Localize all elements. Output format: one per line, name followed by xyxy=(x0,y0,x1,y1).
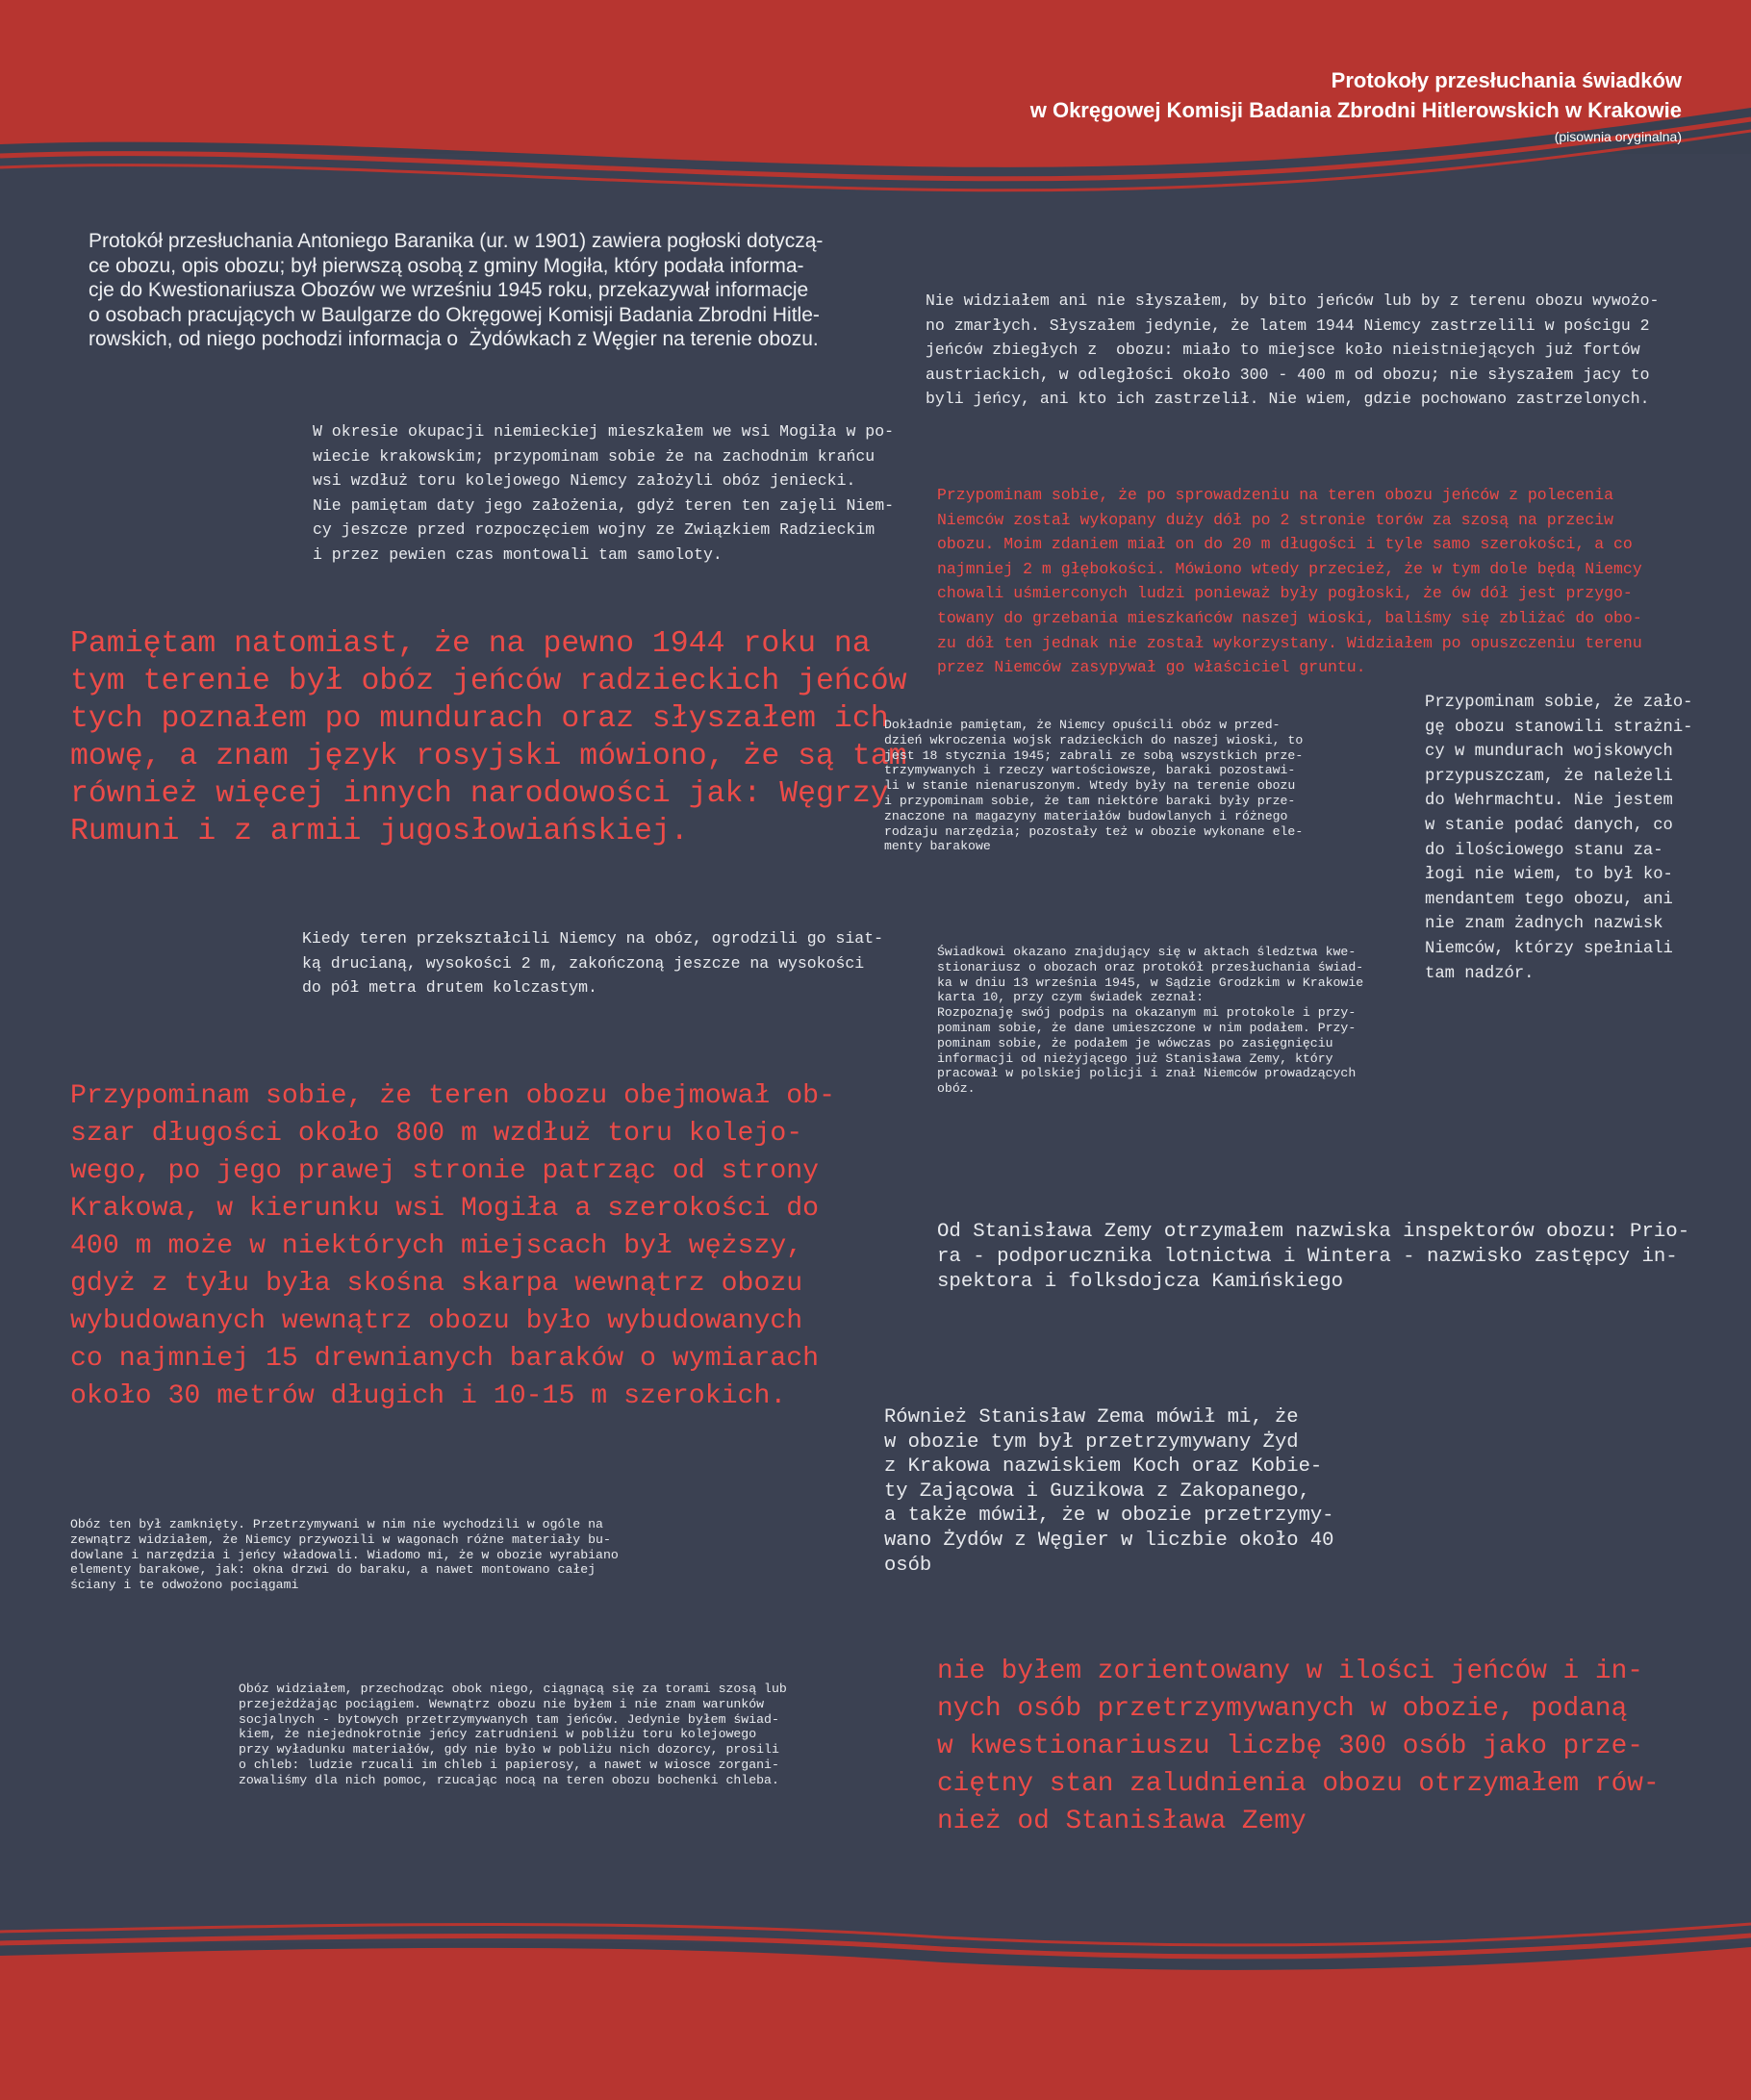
bottom-banner xyxy=(0,1947,1751,2100)
testimony-soviet-pows: Pamiętam natomiast, że na pewno 1944 roku na tym terenie był obóz jeńców radzieckich jeńców tych poznałem po mundurach oraz słyszałem ich mowę, a znam język rosyjski mówiono, że są tam również więcej innych narodowości jak: Węgrzy Rumuni i z armii jugosłowiańskiej. xyxy=(70,627,907,848)
testimony-bread: Obóz widziałem, przechodząc obok niego, ciągnącą się za torami szosą lub przejeżdżając pociągiem. Wewnątrz obozu nie byłem i nie znam warunków socjalnych - bytowych przetrzymywanych tam jeńców. Jedynie byłem świad- kiem, że niejednokrotnie jeńcy zatrudnieni w pobliżu toru kolejowego przy wyładunku materiałów, gdy nie było w pobliżu nich dozorcy, prosili o chleb: ludzie rzucali im chleb i papierosy, a nawet w wiosce zorgani- zowaliśmy dla nich pomoc, rzucając nocą na teren obozu bochenki chleba. xyxy=(239,1682,787,1787)
testimony-occupation: W okresie okupacji niemieckiej mieszkałem we wsi Mogiła w po- wiecie krakowskim; przypominam sobie że na zachodnim krańcu wsi wzdłuż toru kolejowego Niemcy założyli obóz jeniecki. Nie pamiętam daty jego założenia, gdyż teren ten zajęli Niem- cy jeszcze przed rozpoczęciem wojny ze Związkiem Radzieckim i przez pewien czas montowali tam samoloty. xyxy=(313,422,894,564)
header-title-line-2: w Okręgowej Komisji Badania Zbrodni Hitlerowskich w Krakowie xyxy=(1029,98,1682,122)
testimony-no-beatings: Nie widziałem ani nie słyszałem, by bito jeńców lub by z terenu obozu wywożo- no zmarłych. Słyszałem jedynie, że latem 1944 Niemcy zastrzelili w pościgu 2 jeńców zbiegłych z obozu: miało to miejsce koło nieistniejących już fortów austriackich, w odległości około 300 - 400 m od obozu; nie słyszałem jacy to byli jeńcy, ani kto ich zastrzelił. Nie wiem, gdzie pochowano zastrzelonych. xyxy=(926,291,1660,409)
header xyxy=(1030,65,1682,144)
testimony-evacuation: Dokładnie pamiętam, że Niemcy opuścili obóz w przed- dzień wkroczenia wojsk radzieckich do naszej wioski, to jest 18 stycznia 1945; zabrali ze sobą wszystkich prze- trzymywanych i rzeczy wartościowsze, baraki pozostawi- li w stanie nienaruszonym. Wtedy były na terenie obozu i przypominam sobie, że tam niektóre baraki były prze- znaczone na magazyny materiałów budowlanych i różnego rodzaju narzędzia; pozostały też w obozie wykonane ele- menty barakowe xyxy=(884,718,1304,854)
intro-paragraph: Protokół przesłuchania Antoniego Baranika (ur. w 1901) zawiera pogłoski dotyczą- ce obozu, opis obozu; był pierwszą osobą z gminy Mogiła, który podała informa- cje do Kwestionariusza Obozów we wrześniu 1945 roku, przekazywał informacje o osobach pracujących w Baulgarze do Okręgowej Komisji Badania Zbrodni Hitle- rowskich, od niego pochodzi informacja o Żydówkach z Węgier na terenie obozu. xyxy=(89,230,824,351)
header-title-line-1: Protokoły przesłuchania świadków xyxy=(1331,68,1682,92)
testimony-closed-camp: Obóz ten był zamknięty. Przetrzymywani w nim nie wychodzili w ogóle na zewnątrz widziałem, że Niemcy przywozili w wagonach różne materiały bu- dowlane i narzędzia i jeńcy władowali. Wiadomo mi, że w obozie wyrabiano elementy barakowe, jak: okna drzwi do baraku, a nawet montowano całej ściany i te odwożono pociągami xyxy=(70,1517,619,1593)
testimony-camp-area: Przypominam sobie, że teren obozu obejmował ob- szar długości około 800 m wzdłuż toru kolejo- wego, po jego prawej stronie patrząc od strony Krakowa, w kierunku wsi Mogiła a szerokości do 400 m może w niektórych miejscach był węższy, gdyż z tyłu była skośna skarpa wewnątrz obozu wybudowanych wewnątrz obozu było wybudowanych co najmniej 15 drewnianych baraków o wymiarach około 30 metrów długich i 10-15 m szerokich. xyxy=(70,1081,836,1411)
testimony-pit: Przypominam sobie, że po sprowadzeniu na teren obozu jeńców z polecenia Niemców został wykopany duży dół po 2 stronie torów za szosą na przeciw obozu. Moim zdaniem miał on do 20 m długości i tyle samo szerokości, a co najmniej 2 m głębokości. Mówiono wtedy przecież, że w tym dole będą Niemcy chowali uśmierconych ludzi ponieważ były pogłoski, że ów dół jest przygo- towany do grzebania mieszkańców naszej wioski, baliśmy się zbliżać do obo- zu dół ten jednak nie został wykorzystany. Widziałem po opuszczeniu terenu przez Niemców zasypywał go właściciel gruntu. xyxy=(937,486,1642,677)
testimony-questionnaire: Świadkowi okazano znajdujący się w aktach śledztwa kwe- stionariusz o obozach oraz protokół przesłuchania świad- ka w dniu 13 września 1945, w Sądzie Grodzkim w Krakowie karta 10, przy czym świadek zeznał: Rozpoznaję swój podpis na okazanym mi protokole i przy- pominam sobie, że dane umieszczone w nim podałem. Przy- pominam sobie, że podałem je wówczas po zasięgnięciu informacji od nieżyjącego już Stanisława Zemy, który pracował w polskiej policji i znał Niemców prowadzących obóz. xyxy=(937,945,1364,1097)
testimony-guards: Przypominam sobie, że zało- gę obozu stanowili strażni- cy w mundurach wojskowych przypuszczam, że należeli do Wehrmachtu. Nie jestem w stanie podać danych, co do ilościowego stanu za- łogi nie wiem, to był ko- mendantem tego obozu, ani nie znam żadnych nazwisk Niemców, którzy spełniali tam nadzór. xyxy=(1425,694,1693,983)
testimony-fence: Kiedy teren przekształcili Niemcy na obóz, ogrodzili go siat- ką drucianą, wysokości 2 m, zakończoną jeszcze na wysokości do pół metra drutem kolczastym. xyxy=(302,929,883,998)
testimony-inspectors: Od Stanisława Zemy otrzymałem nazwiska inspektorów obozu: Prio- ra - podporucznika lotnictwa i Wintera - nazwisko zastępcy in- spektora i folksdojcza Kamińskiego xyxy=(937,1221,1690,1293)
testimony-count: nie byłem zorientowany w ilości jeńców i in- nych osób przetrzymywanych w obozie, podaną w kwestionariuszu liczbę 300 osób jako prze- ciętny stan zaludnienia obozu otrzymałem rów- nież od Stanisława Zemy xyxy=(937,1657,1660,1836)
header-note: (pisownia oryginalna) xyxy=(1554,129,1682,144)
testimony-jews: Również Stanisław Zema mówił mi, że w obozie tym był przetrzymywany Żyd z Krakowa nazwiskiem Koch oraz Kobie- ty Zającowa i Guzikowa z Zakopanego, a także mówił, że w obozie przetrzymy- wano Żydów z Węgier w liczbie około 40 osób xyxy=(884,1406,1334,1577)
